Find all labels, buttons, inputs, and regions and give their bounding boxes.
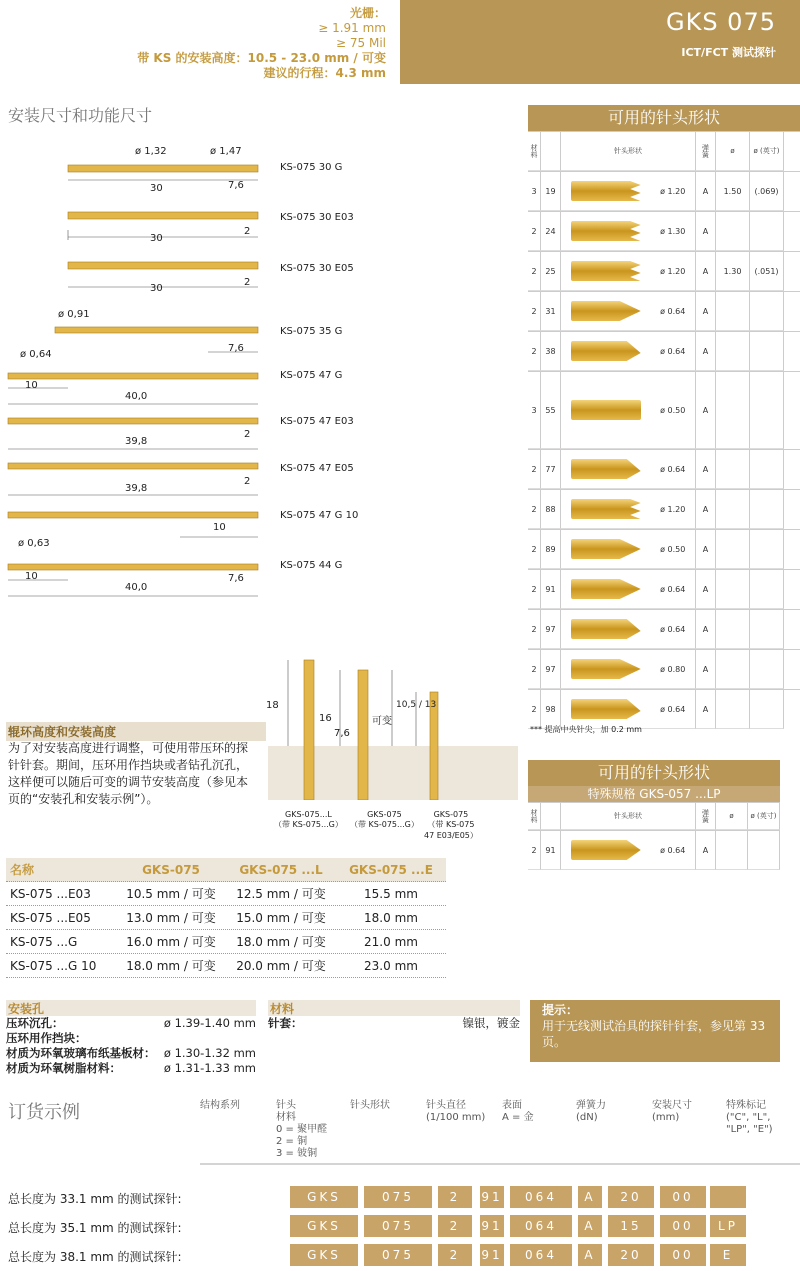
tip-image bbox=[571, 659, 641, 679]
order-code-box: 00 bbox=[660, 1244, 706, 1266]
tip-diameter: ø 1.20 bbox=[660, 266, 686, 276]
col-code bbox=[541, 132, 561, 171]
mounting-row bbox=[6, 1031, 256, 1046]
material bbox=[268, 1000, 520, 1031]
table-row bbox=[6, 954, 446, 978]
tip-diameter: ø 1.20 bbox=[660, 504, 686, 514]
dim-label: 16 bbox=[319, 713, 332, 724]
special-tip-table bbox=[528, 760, 780, 870]
cell-material: 3 bbox=[528, 372, 541, 449]
tip-row bbox=[528, 371, 800, 449]
cell: 18.0 mm / 可变 bbox=[126, 959, 216, 973]
cell-spring: A bbox=[696, 212, 716, 251]
cell-material: 2 bbox=[528, 650, 541, 689]
dim-label: 40,0 bbox=[125, 582, 148, 593]
spec-line: 光栅： bbox=[349, 6, 386, 20]
cell-other bbox=[716, 450, 750, 489]
row-value: ø 1.39-1.40 mm bbox=[163, 1016, 256, 1030]
hint-body: 用于无线测试治具的探针针套，参见第 33 页。 bbox=[542, 1019, 766, 1049]
mounting-title: 安装孔 bbox=[6, 1000, 256, 1016]
tip-image bbox=[571, 221, 641, 241]
dim-label: 2 bbox=[244, 226, 251, 237]
order-code-box: 15 bbox=[608, 1215, 654, 1237]
material-title: 材料 bbox=[268, 1000, 520, 1016]
order-code-box: 075 bbox=[364, 1186, 432, 1208]
cell-material: 2 bbox=[528, 570, 541, 609]
pin-label: KS-075 47 E05 bbox=[280, 463, 354, 474]
order-column-label: 结构系列 bbox=[200, 1100, 240, 1111]
cell-shape bbox=[561, 570, 696, 609]
col-inch: ø (英寸) bbox=[750, 132, 784, 171]
cell-code: 38 bbox=[541, 332, 561, 371]
order-code-box: 91 bbox=[480, 1215, 504, 1237]
cell-other: 1.30 bbox=[716, 252, 750, 291]
cell-material: 2 bbox=[528, 292, 541, 331]
cell-other bbox=[716, 650, 750, 689]
tip-footnote: *** 提高中央针尖，加 0.2 mm bbox=[530, 725, 642, 734]
order-code-box: E bbox=[710, 1244, 746, 1266]
tip-image bbox=[571, 400, 641, 420]
pin-label: KS-075 47 G bbox=[280, 370, 343, 381]
tip-diameter: ø 0.80 bbox=[660, 664, 686, 674]
order-code-box: 20 bbox=[608, 1186, 654, 1208]
header-cell: GKS-075 ...E bbox=[349, 862, 433, 877]
cell-other bbox=[750, 292, 784, 331]
tip-image bbox=[571, 499, 641, 519]
tip-image bbox=[571, 301, 641, 321]
page-title: GKS 075 bbox=[665, 8, 776, 36]
cell-other bbox=[750, 690, 784, 729]
cell-spring: A bbox=[696, 610, 716, 649]
cell-shape bbox=[561, 650, 696, 689]
cell: 15.5 mm bbox=[364, 886, 418, 901]
order-row-label: 总长度为 35.1 mm 的测试探针: bbox=[8, 1221, 182, 1235]
dim-label: 39,8 bbox=[125, 436, 148, 447]
cell-other bbox=[716, 690, 750, 729]
cell-code: 91 bbox=[541, 831, 561, 870]
order-column-label: 安装尺寸 (mm) bbox=[652, 1100, 692, 1123]
special-title: 可用的针头形状 bbox=[528, 760, 780, 786]
col-inch: ø (英寸) bbox=[748, 803, 780, 830]
cell-other: 1.50 bbox=[716, 172, 750, 211]
dim-label: 7,6 bbox=[228, 343, 244, 354]
cell-spring: A bbox=[696, 690, 716, 729]
cell-shape bbox=[561, 172, 696, 211]
cell: 12.5 mm / 可变 bbox=[236, 887, 326, 901]
dim-label: 7,6 bbox=[228, 180, 244, 191]
page-subtitle: ICT/FCT 测试探针 bbox=[681, 46, 776, 59]
cell-other bbox=[716, 831, 748, 870]
cell-spring: A bbox=[696, 292, 716, 331]
cell-code: 91 bbox=[541, 570, 561, 609]
pin-label: KS-075 47 E03 bbox=[280, 416, 354, 427]
tip-row bbox=[528, 609, 800, 649]
cell-other bbox=[750, 212, 784, 251]
row-label: 材质为环氧树脂材料： bbox=[6, 1061, 121, 1075]
tip-image bbox=[571, 619, 641, 639]
cell-shape bbox=[561, 252, 696, 291]
tip-table-title: 可用的针头形状 bbox=[528, 105, 800, 131]
spec-line: 建议的行程：4.3 mm bbox=[263, 66, 386, 80]
table-header bbox=[6, 858, 446, 882]
order-code-box bbox=[710, 1186, 746, 1208]
cell-code: 25 bbox=[541, 252, 561, 291]
col-material: 材料 bbox=[528, 132, 541, 171]
cell: 23.0 mm bbox=[364, 958, 418, 973]
tip-diameter: ø 0.64 bbox=[660, 346, 686, 356]
inset-title: 辊环高度和安装高度 bbox=[6, 722, 266, 741]
order-code-box: 20 bbox=[608, 1244, 654, 1266]
cell-other bbox=[716, 292, 750, 331]
pin-body bbox=[8, 373, 258, 379]
cell-other bbox=[750, 372, 784, 449]
pin-label: KS-075 30 E05 bbox=[280, 263, 354, 274]
mounting-row bbox=[6, 1061, 256, 1076]
cell-material: 2 bbox=[528, 332, 541, 371]
cell: KS-075 ...G 10 bbox=[10, 958, 97, 973]
cell-shape bbox=[561, 292, 696, 331]
mounting-row bbox=[6, 1046, 256, 1061]
row-label: 压环用作挡块： bbox=[6, 1031, 87, 1045]
install-height-table bbox=[6, 858, 446, 978]
cell-material: 2 bbox=[528, 530, 541, 569]
cell-shape bbox=[561, 530, 696, 569]
dim-label: 18 bbox=[266, 700, 279, 711]
illustration-caption: GKS-075 （带 KS-075 47 E03/E05） bbox=[424, 810, 478, 840]
order-code-box: 00 bbox=[660, 1186, 706, 1208]
cell-shape bbox=[561, 831, 696, 870]
cell-material: 2 bbox=[528, 252, 541, 291]
mounting-row bbox=[6, 1016, 256, 1031]
cell-spring: A bbox=[696, 831, 716, 870]
dim-label: ø 0,91 bbox=[58, 309, 90, 320]
cell: 21.0 mm bbox=[364, 934, 418, 949]
tip-table-header bbox=[528, 131, 800, 171]
table-row bbox=[6, 930, 446, 954]
pin-body bbox=[8, 418, 258, 424]
inset-body: 为了对安装高度进行调整，可使用带压环的探针针套。期间，压环用作挡块或者钻孔沉孔，这样便可以随后可变的调节安装高度（参见本页的“安装孔和安装示例”）。 bbox=[8, 741, 249, 806]
tip-shape-table bbox=[528, 105, 800, 729]
tip-diameter: ø 1.20 bbox=[660, 186, 686, 196]
pin-body bbox=[68, 165, 258, 172]
hint-box bbox=[530, 1000, 780, 1062]
dim-label: ø 0,64 bbox=[20, 349, 52, 360]
dim-label: ø 1,32 bbox=[135, 146, 167, 157]
cell: 13.0 mm / 可变 bbox=[126, 911, 216, 925]
tip-image bbox=[571, 579, 641, 599]
order-code-box: 2 bbox=[438, 1186, 472, 1208]
dim-label: 2 bbox=[244, 476, 251, 487]
cell-other bbox=[716, 212, 750, 251]
tip-row bbox=[528, 569, 800, 609]
col-shape: 针头形状 bbox=[561, 803, 696, 830]
cell-material: 2 bbox=[528, 690, 541, 729]
cell-spring: A bbox=[696, 570, 716, 609]
order-connectors bbox=[200, 1160, 800, 1188]
order-code-box: LP bbox=[710, 1215, 746, 1237]
col-shape: 针头形状 bbox=[561, 132, 696, 171]
order-column-label: 特殊标记 ("C", "L", "LP", "E") bbox=[726, 1100, 773, 1135]
order-code-box: 91 bbox=[480, 1244, 504, 1266]
pin-label: KS-075 47 G 10 bbox=[280, 510, 359, 521]
order-code-box: 91 bbox=[480, 1186, 504, 1208]
dim-label: 7,6 bbox=[228, 573, 244, 584]
dim-label: ø 1,47 bbox=[210, 146, 242, 157]
cell-code: 31 bbox=[541, 292, 561, 331]
illustration-caption: GKS-075 （带 KS-075...G） bbox=[350, 810, 419, 829]
cell-material: 2 bbox=[528, 831, 541, 870]
cell: 18.0 mm / 可变 bbox=[236, 935, 326, 949]
cell-spring: A bbox=[696, 530, 716, 569]
cell-code: 24 bbox=[541, 212, 561, 251]
cell-shape bbox=[561, 372, 696, 449]
tip-image bbox=[571, 699, 641, 719]
cell-code: 98 bbox=[541, 690, 561, 729]
cell-material: 2 bbox=[528, 450, 541, 489]
tip-row bbox=[528, 331, 800, 371]
order-code-box: GKS bbox=[290, 1215, 358, 1237]
cell-material: 2 bbox=[528, 490, 541, 529]
pin-body bbox=[68, 212, 258, 219]
order-code-box: 064 bbox=[510, 1186, 572, 1208]
col-spring: 弹簧 bbox=[696, 803, 716, 830]
order-column-label: 针头形状 bbox=[350, 1100, 390, 1111]
spec-line: ≥ 75 Mil bbox=[336, 36, 386, 50]
tip-diameter: ø 0.64 bbox=[660, 306, 686, 316]
order-code-box: 064 bbox=[510, 1244, 572, 1266]
col-spring: 弹簧 bbox=[696, 132, 716, 171]
dim-label: 2 bbox=[244, 429, 251, 440]
cell-other bbox=[750, 610, 784, 649]
order-code-box: 075 bbox=[364, 1215, 432, 1237]
order-column-label: 表面 A = 金 bbox=[502, 1100, 534, 1123]
header-cell: GKS-075 bbox=[142, 862, 200, 877]
order-code-box: A bbox=[578, 1215, 602, 1237]
tip-diameter: ø 0.64 bbox=[660, 584, 686, 594]
cell: 20.0 mm / 可变 bbox=[236, 959, 326, 973]
row-value: 镍银，镀金 bbox=[462, 1016, 520, 1030]
cell-other bbox=[750, 332, 784, 371]
order-code-box: GKS bbox=[290, 1244, 358, 1266]
order-code-box: GKS bbox=[290, 1186, 358, 1208]
pin-label: KS-075 44 G bbox=[280, 560, 343, 571]
tip-row bbox=[528, 291, 800, 331]
dim-label: 10 bbox=[25, 571, 38, 582]
cell-other bbox=[716, 610, 750, 649]
cell-code: 88 bbox=[541, 490, 561, 529]
tip-image bbox=[571, 459, 641, 479]
dim-label: ø 0,63 bbox=[18, 538, 50, 549]
row-value: ø 1.31-1.33 mm bbox=[163, 1061, 256, 1075]
cell: KS-075 ...E05 bbox=[10, 910, 91, 925]
table-row bbox=[6, 882, 446, 906]
tip-row bbox=[528, 489, 800, 529]
height-illustration bbox=[268, 650, 518, 800]
order-code-box: A bbox=[578, 1186, 602, 1208]
cell-shape bbox=[561, 450, 696, 489]
spec-line: 带 KS 的安装高度：10.5 - 23.0 mm / 可变 bbox=[137, 51, 386, 65]
row-value: ø 1.30-1.32 mm bbox=[163, 1046, 256, 1060]
row-label: 针套： bbox=[268, 1016, 303, 1030]
pin-body bbox=[55, 327, 258, 333]
tip-image bbox=[571, 181, 641, 201]
cell-other bbox=[716, 570, 750, 609]
cell-spring: A bbox=[696, 450, 716, 489]
order-title: 订货示例 bbox=[8, 1102, 80, 1123]
tip-diameter: ø 0.50 bbox=[660, 405, 686, 415]
tip-diameter: ø 0.64 bbox=[660, 845, 686, 855]
cell: KS-075 ...G bbox=[10, 934, 78, 949]
cell-other bbox=[750, 650, 784, 689]
dim-label: 10 bbox=[213, 522, 226, 533]
tip-row bbox=[528, 251, 800, 291]
order-row-label: 总长度为 38.1 mm 的测试探针: bbox=[8, 1250, 182, 1264]
col-dia: ø bbox=[716, 132, 750, 171]
pin-body bbox=[68, 262, 258, 269]
pin-label: KS-075 30 G bbox=[280, 162, 343, 173]
special-row bbox=[528, 830, 780, 870]
cell-other bbox=[716, 490, 750, 529]
tip-image bbox=[571, 539, 641, 559]
dim-label: 40,0 bbox=[125, 391, 148, 402]
pin-body bbox=[8, 512, 258, 518]
cell: 16.0 mm / 可变 bbox=[126, 935, 216, 949]
cell-spring: A bbox=[696, 650, 716, 689]
cell-code: 97 bbox=[541, 650, 561, 689]
cell-code: 19 bbox=[541, 172, 561, 211]
cell-other bbox=[748, 831, 780, 870]
cell-other bbox=[716, 372, 750, 449]
order-row-label: 总长度为 33.1 mm 的测试探针: bbox=[8, 1192, 182, 1206]
cell-other bbox=[716, 530, 750, 569]
order-code-box: 075 bbox=[364, 1244, 432, 1266]
tip-row bbox=[528, 211, 800, 251]
tip-rows bbox=[528, 171, 800, 729]
dim-label: 7,6 bbox=[334, 728, 350, 739]
tip-row bbox=[528, 529, 800, 569]
dim-label: 可变 bbox=[372, 716, 392, 727]
pin-label: KS-075 35 G bbox=[280, 326, 343, 337]
tip-diameter: ø 1.30 bbox=[660, 226, 686, 236]
tip-row bbox=[528, 649, 800, 689]
tip-image bbox=[571, 840, 641, 860]
order-code-box: 2 bbox=[438, 1244, 472, 1266]
header-cell: 名称 bbox=[10, 863, 35, 877]
tip-diameter: ø 0.64 bbox=[660, 464, 686, 474]
tip-image bbox=[571, 261, 641, 281]
cell-other bbox=[750, 530, 784, 569]
dim-label: 30 bbox=[150, 283, 163, 294]
cell-material: 2 bbox=[528, 610, 541, 649]
order-code-box: 064 bbox=[510, 1215, 572, 1237]
tip-diameter: ø 0.50 bbox=[660, 544, 686, 554]
cell-spring: A bbox=[696, 490, 716, 529]
order-code-box: 2 bbox=[438, 1215, 472, 1237]
col-dia: ø bbox=[716, 803, 748, 830]
dim-label: 10,5 / 13 bbox=[396, 700, 437, 710]
spec-line: ≥ 1.91 mm bbox=[318, 21, 386, 35]
pin-body bbox=[8, 564, 258, 570]
cell-other bbox=[750, 490, 784, 529]
cell-spring: A bbox=[696, 172, 716, 211]
hint-title: 提示： bbox=[542, 1003, 579, 1017]
illustration-caption: GKS-075...L （带 KS-075...G） bbox=[274, 810, 343, 829]
tip-row bbox=[528, 449, 800, 489]
order-column-label: 弹簧力 (dN) bbox=[576, 1100, 606, 1123]
dim-label: 30 bbox=[150, 183, 163, 194]
pin-label: KS-075 30 E03 bbox=[280, 212, 354, 223]
cell: 18.0 mm bbox=[364, 910, 418, 925]
tip-row bbox=[528, 171, 800, 211]
cell-other: (.069) bbox=[750, 172, 784, 211]
mounting-holes bbox=[6, 1000, 256, 1076]
cell-spring: A bbox=[696, 332, 716, 371]
dim-label: 39,8 bbox=[125, 483, 148, 494]
cell: 10.5 mm / 可变 bbox=[126, 887, 216, 901]
cell-shape bbox=[561, 490, 696, 529]
tip-diameter: ø 0.64 bbox=[660, 624, 686, 634]
cell: KS-075 ...E03 bbox=[10, 886, 91, 901]
order-code-box: A bbox=[578, 1244, 602, 1266]
cell-shape bbox=[561, 212, 696, 251]
order-column-label: 针头直径 (1/100 mm) bbox=[426, 1100, 486, 1123]
special-subtitle: 特殊规格 GKS-057 ...LP bbox=[528, 786, 780, 802]
dim-label: 30 bbox=[150, 233, 163, 244]
row-label: 压环沉孔： bbox=[6, 1016, 64, 1030]
cell-other bbox=[750, 450, 784, 489]
cell-material: 2 bbox=[528, 212, 541, 251]
section-title: 安装尺寸和功能尺寸 bbox=[8, 106, 153, 125]
cell-shape bbox=[561, 610, 696, 649]
header-band bbox=[400, 0, 800, 84]
col-code bbox=[541, 803, 561, 830]
dim-label: 10 bbox=[25, 380, 38, 391]
header-cell: GKS-075 ...L bbox=[239, 862, 323, 877]
spec-summary bbox=[0, 0, 400, 84]
cell-code: 55 bbox=[541, 372, 561, 449]
cell-other bbox=[750, 570, 784, 609]
tip-diameter: ø 0.64 bbox=[660, 704, 686, 714]
material-row bbox=[268, 1016, 520, 1031]
tip-image bbox=[571, 341, 641, 361]
pin-body bbox=[8, 463, 258, 469]
cell-code: 97 bbox=[541, 610, 561, 649]
special-header bbox=[528, 802, 780, 830]
cell-other: (.051) bbox=[750, 252, 784, 291]
cell: 15.0 mm / 可变 bbox=[236, 911, 326, 925]
cell-spring: A bbox=[696, 252, 716, 291]
order-column-label: 针头 材料 0 = 聚甲醛 2 = 铜 3 = 铍铜 bbox=[276, 1100, 328, 1159]
cell-shape bbox=[561, 332, 696, 371]
row-label: 材质为环氧玻璃布纸基板材： bbox=[6, 1046, 156, 1060]
tip-row bbox=[528, 689, 800, 729]
col-material: 材料 bbox=[528, 803, 541, 830]
table-row bbox=[6, 906, 446, 930]
order-code-box: 00 bbox=[660, 1215, 706, 1237]
cell-spring: A bbox=[696, 372, 716, 449]
dim-label: 2 bbox=[244, 277, 251, 288]
cell-other bbox=[716, 332, 750, 371]
cell-code: 77 bbox=[541, 450, 561, 489]
cell-code: 89 bbox=[541, 530, 561, 569]
cell-material: 3 bbox=[528, 172, 541, 211]
